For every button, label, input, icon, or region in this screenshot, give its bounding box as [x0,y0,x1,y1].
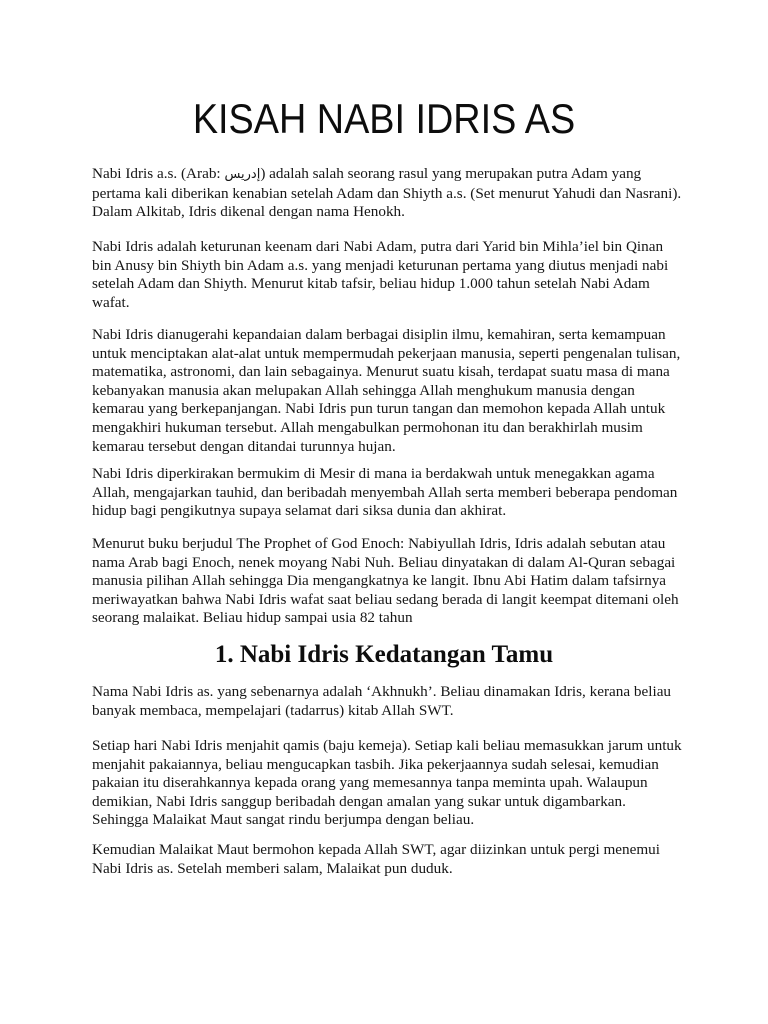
paragraph-lineage: Nabi Idris adalah keturunan keenam dari Nabi Adam, putra dari Yarid bin Mihla’iel bin Qinan bin Anusy bin Shiyth bin Adam a.s. yang menjadi keturunan pertama yang diutus menjadi nabi setelah Adam dan Shiyth. Menurut kitab tafsir, beliau hidup 1.000 tahun setelah Nabi Adam wafat. [92,238,669,311]
paragraph-knowledge: Nabi Idris dianugerahi kepandaian dalam berbagai disiplin ilmu, kemahiran, serta kemampuan untuk menciptakan alat-alat untuk mempermudah pekerjaan manusia, seperti pengenalan tulisan, matematika, astronomi, dan lain sebagainya. Menurut suatu kisah, terdapat suatu masa di mana kebanyakan manusia akan melupakan Allah sehingga Allah menghukum manusia dengan kemarau yang berkepanjangan. Nabi Idris pun turun tangan dan memohon kepada Allah untuk mengakhiri hukuman tersebut. Allah mengabulkan permohonan itu dan berakhirlah musim kemarau tersebut dengan ditandai turunnya hujan. [92,326,681,455]
section-heading: 1. Nabi Idris Kedatangan Tamu [214,641,554,668]
document-title: KISAH NABI IDRIS AS [192,95,576,142]
paragraph-malaikat-maut: Kemudian Malaikat Maut bermohon kepada Allah SWT, agar diizinkan untuk pergi menemui Nabi Idris as. Setelah memberi salam, Malaikat pun duduk. [92,841,660,877]
paragraph-intro-text-start: Nabi Idris a.s. (Arab: [92,165,225,182]
paragraph-qamis: Setiap hari Nabi Idris menjahit qamis (baju kemeja). Setiap kali beliau memasukkan jarum untuk menjahit pakaiannya, beliau mengucapkan tasbih. Jika pekerjaannya sudah selesai, kemudian pakaian itu diserahkannya kepada orang yang memesannya tanpa meminta upah. Walaupun demikian, Nabi Idris sanggup beribadah dengan amalan yang sukar untuk digambarkan. Sehingga Malaikat Maut sangat rindu berjumpa dengan beliau. [92,737,682,829]
paragraph-enoch: Menurut buku berjudul The Prophet of God Enoch: Nabiyullah Idris, Idris adalah sebutan atau nama Arab bagi Enoch, nenek moyang Nabi Nuh. Beliau dinyatakan di dalam Al-Quran sebagai manusia pilihan Allah sehingga Dia mengangkatnya ke langit. Ibnu Abi Hatim dalam tafsirnya meriwayatkan bahwa Nabi Idris wafat saat beliau sedang berada di langit keempat ditemani oleh seorang malaikat. Beliau hidup sampai usia 82 tahun [92,535,679,627]
paragraph-intro-text-end: ) adalah salah seorang rasul yang merupakan putra Adam yang pertama kali diberikan kenabian setelah Adam dan Shiyth a.s. (Set menurut Yahudi dan Nasrani). Dalam Alkitab, Idris dikenal dengan nama Henokh. [92,165,682,221]
paragraph-intro [92,165,682,222]
paragraph-akhnukh: Nama Nabi Idris as. yang sebenarnya adalah ‘Akhnukh’. Beliau dinamakan Idris, kerana beliau banyak membaca, mempelajari (tadarrus) kitab Allah SWT. [92,683,672,719]
paragraph-egypt: Nabi Idris diperkirakan bermukim di Mesir di mana ia berdakwah untuk menegakkan agama Allah, mengajarkan tauhid, dan beribadah menyembah Allah serta memberi beberapa pendoman hidup bagi pengikutnya supaya selamat dari siksa dunia dan akhirat. [92,465,678,520]
arabic-name: إدريس [224,167,261,182]
